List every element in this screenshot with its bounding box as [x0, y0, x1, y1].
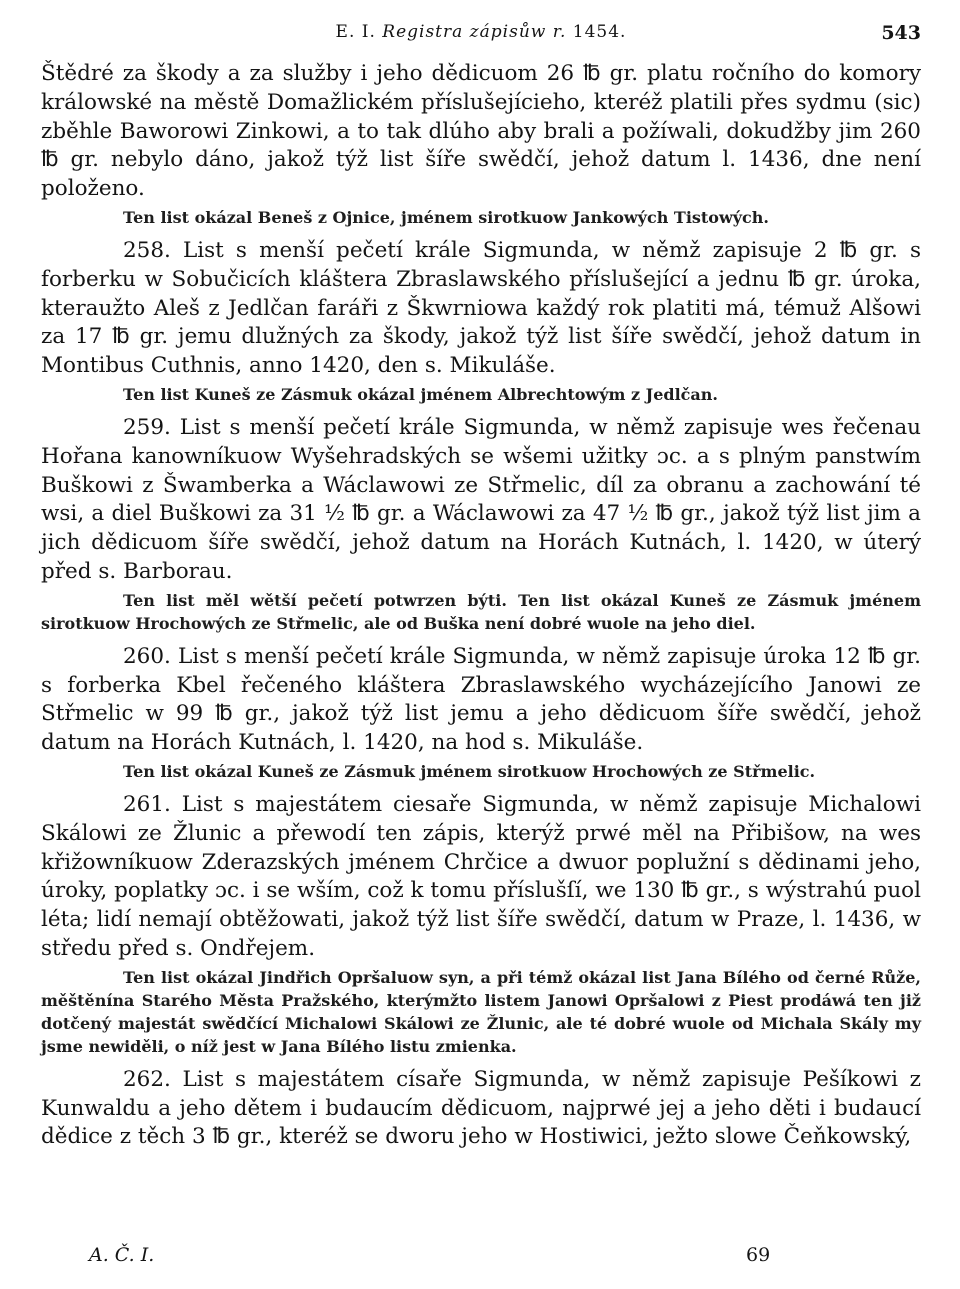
entry-note: Ten list okázal Beneš z Ojnice, jménem sirotkuow Jankowých Tistowých. [123, 207, 769, 227]
page-header [41, 22, 921, 60]
entry-259: 259. List s menší pečetí krále Sigmunda, w němž zapisuje wes řečenau Hořana kanowníkuow Wyšehradských se wšemi užitky ɔc. a s plným panstwím Buškowi z Šwamberka a Wáclawowi ze Střmelic, díl za obranu a zachowání té wsi, a diel Buškowi za 31 ½ ℔ gr. a Wáclawowi za 47 ½ ℔ gr., jakož týž list jim a jich dědicuom šíře swědčí, jehož datum na Horách Kutnách, l. 1420, w úterý před s. Barborau. [41, 414, 921, 584]
section-label: E. I. [335, 22, 376, 42]
entry-note: Ten list okázal Kuneš ze Zásmuk jménem sirotkuow Hrochowých ze Střmelic. [123, 761, 816, 781]
entry-continuation: Štědré za škody a za služby i jeho dědicuom 26 ℔ gr. platu ročního do komory králowské na městě Domažlickém příslušejícieho, kteréž platili přes sydmu (sic) zběhle Baworowi Zinkowi, a to tak dlúho aby brali a požíwali, dokudžby jim 260 ℔ gr. nebylo dáno, jakož týž list šíře swědčí, jehož datum l. 1436, dne není položeno. [41, 61, 921, 202]
page-number: 543 [881, 22, 921, 44]
page-footer [41, 1244, 921, 1272]
entry-261: 261. List s majestátem ciesaře Sigmunda, w němž zapisuje Michalowi Skálowi ze Žlunic a přewodí ten zápis, kterýž prwé měl na Přibišow, na wes křižowníkuow Zderazských jménem Chrčice a dwuor poplužní s dědinami jeho, úroky, poplatky ɔc. i se wším, což k tomu příslušſí, we 130 ℔ gr., s wýstrahú puol léta; lidí nemají obtěžowati, jakož týž list šíře swědčí, datum w Praze, l. 1436, w středu před s. Ondřejem. [41, 791, 921, 961]
entry-note: Ten list okázal Jindřich Opršaluow syn, a při témž okázal list Jana Bílého od černé Růže, měštěnína Starého Města Pražského, kterýmžto listem Janowi Opršalowi z Piest prodáwá ten již dotčený majestát swědčící Michalowi Skálowi ze Žlunic, ale té dobré wuole od Michala Skály my jsme newiděli, o níž jest w Jana Bílého listu zmienka. [41, 967, 921, 1056]
entry-262: 262. List s majestátem císaře Sigmunda, w němž zapisuje Pešíkowi z Kunwaldu a jeho dětem i budaucím dědicuom, najprwé jej a jeho děti i budaucí dědice z těch 3 ℔ gr., kteréž se dworu jeho w Hostiwici, ježto slowe Čeňkowský, [41, 1066, 921, 1150]
entry-258: 258. List s menší pečetí krále Sigmunda, w němž zapisuje 2 ℔ gr. s forberku w Sobučicích kláštera Zbraslawského příslušející a jednu ℔ gr. úroka, kteraužto Aleš z Jedlčan faráři z Škwrniowa každý rok platiti má, témuž Alšowi za 17 ℔ gr. jemu dlužných za škody, jakož týž list šíře swědčí, jehož datum in Montibus Cuthnis, anno 1420, den s. Mikuláše. [41, 237, 921, 379]
entry-note: Ten list Kuneš ze Zásmuk okázal jménem Albrechtowým z Jedlčan. [123, 384, 718, 404]
running-head [41, 22, 921, 42]
running-title: Registra zápisůw r. [382, 22, 567, 42]
entry-260: 260. List s menší pečetí krále Sigmunda, w němž zapisuje úroka 12 ℔ gr. s forberka Kbel řečeného kláštera Zbraslawského wycházejícího Janowi ze Střmelic w 99 ℔ gr., jakož týž list jemu a jeho dědicuom šíře swědčí, jehož datum na Horách Kutnách, l. 1420, na hod s. Mikuláše. [41, 643, 921, 756]
sheet-number: 69 [746, 1244, 771, 1266]
entry-note: Ten list měl wětší pečetí potwrzen býti. Ten list okázal Kuneš ze Zásmuk jménem sirotkuow Hrochowých ze Střmelic, ale od Buška není dobré wuole na jeho diel. [41, 590, 921, 633]
running-year: 1454. [572, 22, 627, 42]
signature-mark: A. Č. I. [89, 1244, 155, 1266]
document-page [41, 22, 921, 1272]
